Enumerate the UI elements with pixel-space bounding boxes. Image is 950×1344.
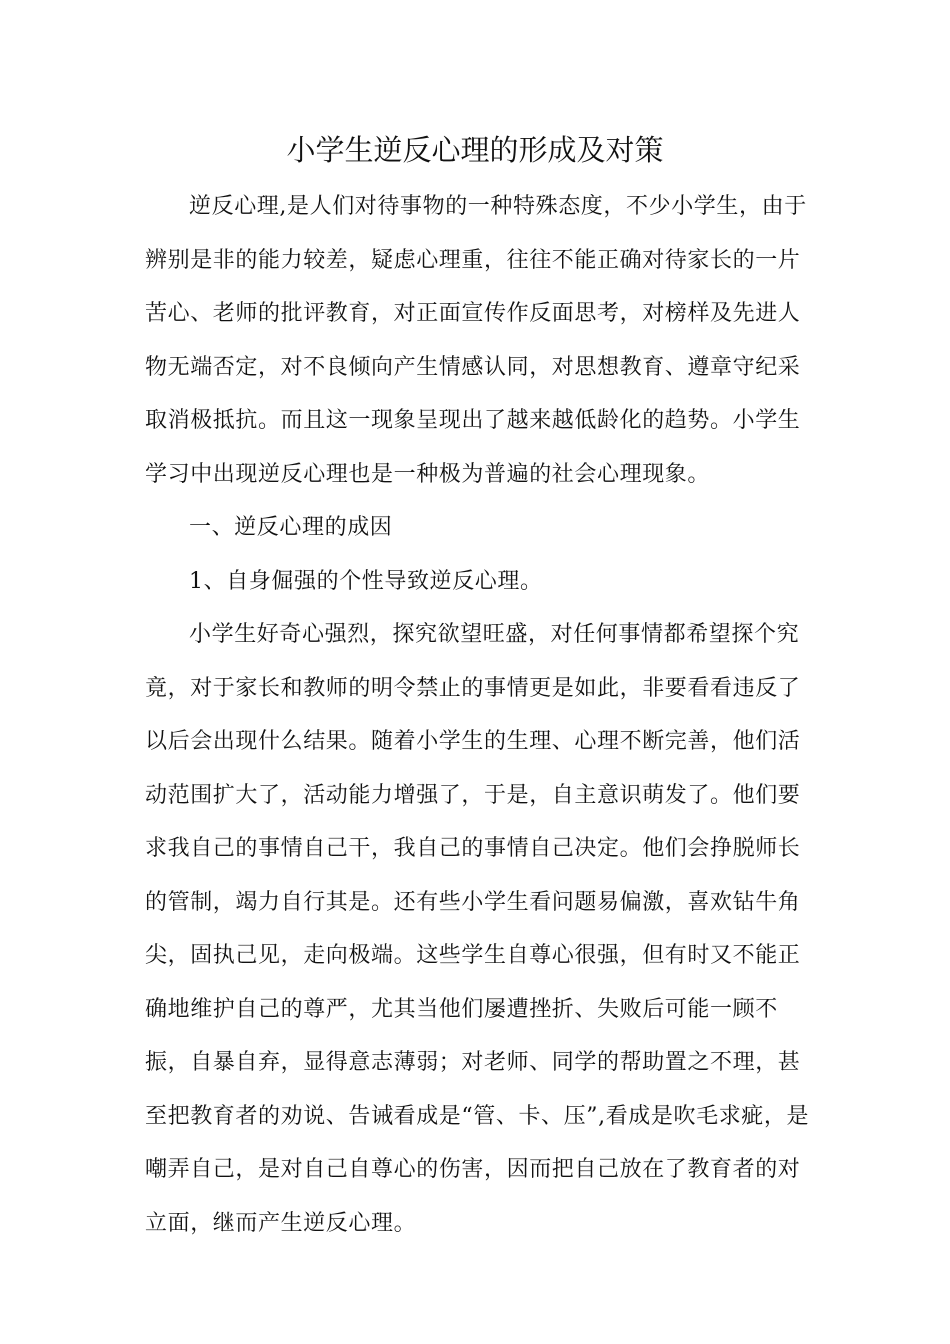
personality-paragraph: 小学生好奇心强烈，探究欲望旺盛，对任何事情都希望探个究竟，对于家长和教师的明令禁止的事情更是如此，非要看看违反了以后会出现什么结果。随着小学生的生理、心理不断完善，他们活动范围扩大了，活动能力增强了，于是，自主意识萌发了。他们要求我自己的事情自己干，我自己的事情自己决定。他们会挣脱师长的管制，竭力自行其是。还有些小学生看问题易偏激，喜欢钻牛角尖，固执己见，走向极端。这些学生自尊心很强，但有时又不能正确地维护自己的尊严，尤其当他们屡遭挫折、失败后可能一顾不振，自暴自弃，显得意志薄弱；对老师、同学的帮助置之不理，甚至把教育者的劝说、告诫看成是“管、卡、压”,看成是吹毛求疵，是嘲弄自己，是对自己自尊心的伤害，因而把自己放在了教育者的对立面，继而产生逆反心理。	[145, 622, 810, 1236]
section-heading-causes: 一、逆反心理的成因	[189, 515, 393, 540]
subsection-heading-personality: 1、自身倔强的个性导致逆反心理。	[189, 568, 543, 594]
intro-paragraph: 逆反心理,是人们对待事物的一种特殊态度，不少小学生，由于辨别是非的能力较差，疑虑心理重，往往不能正确对待家长的一片苦心、老师的批评教育，对正面宣传作反面思考，对榜样及先进人物无端否定，对不良倾向产生情感认同，对思想教育、遵章守纪采取消极抵抗。而且这一现象呈现出了越来越低龄化的趋势。小学生学习中出现逆反心理也是一种极为普遍的社会心理现象。	[145, 194, 807, 487]
document-body	[145, 180, 810, 1250]
document-title: 小学生逆反心理的形成及对策	[286, 133, 664, 167]
